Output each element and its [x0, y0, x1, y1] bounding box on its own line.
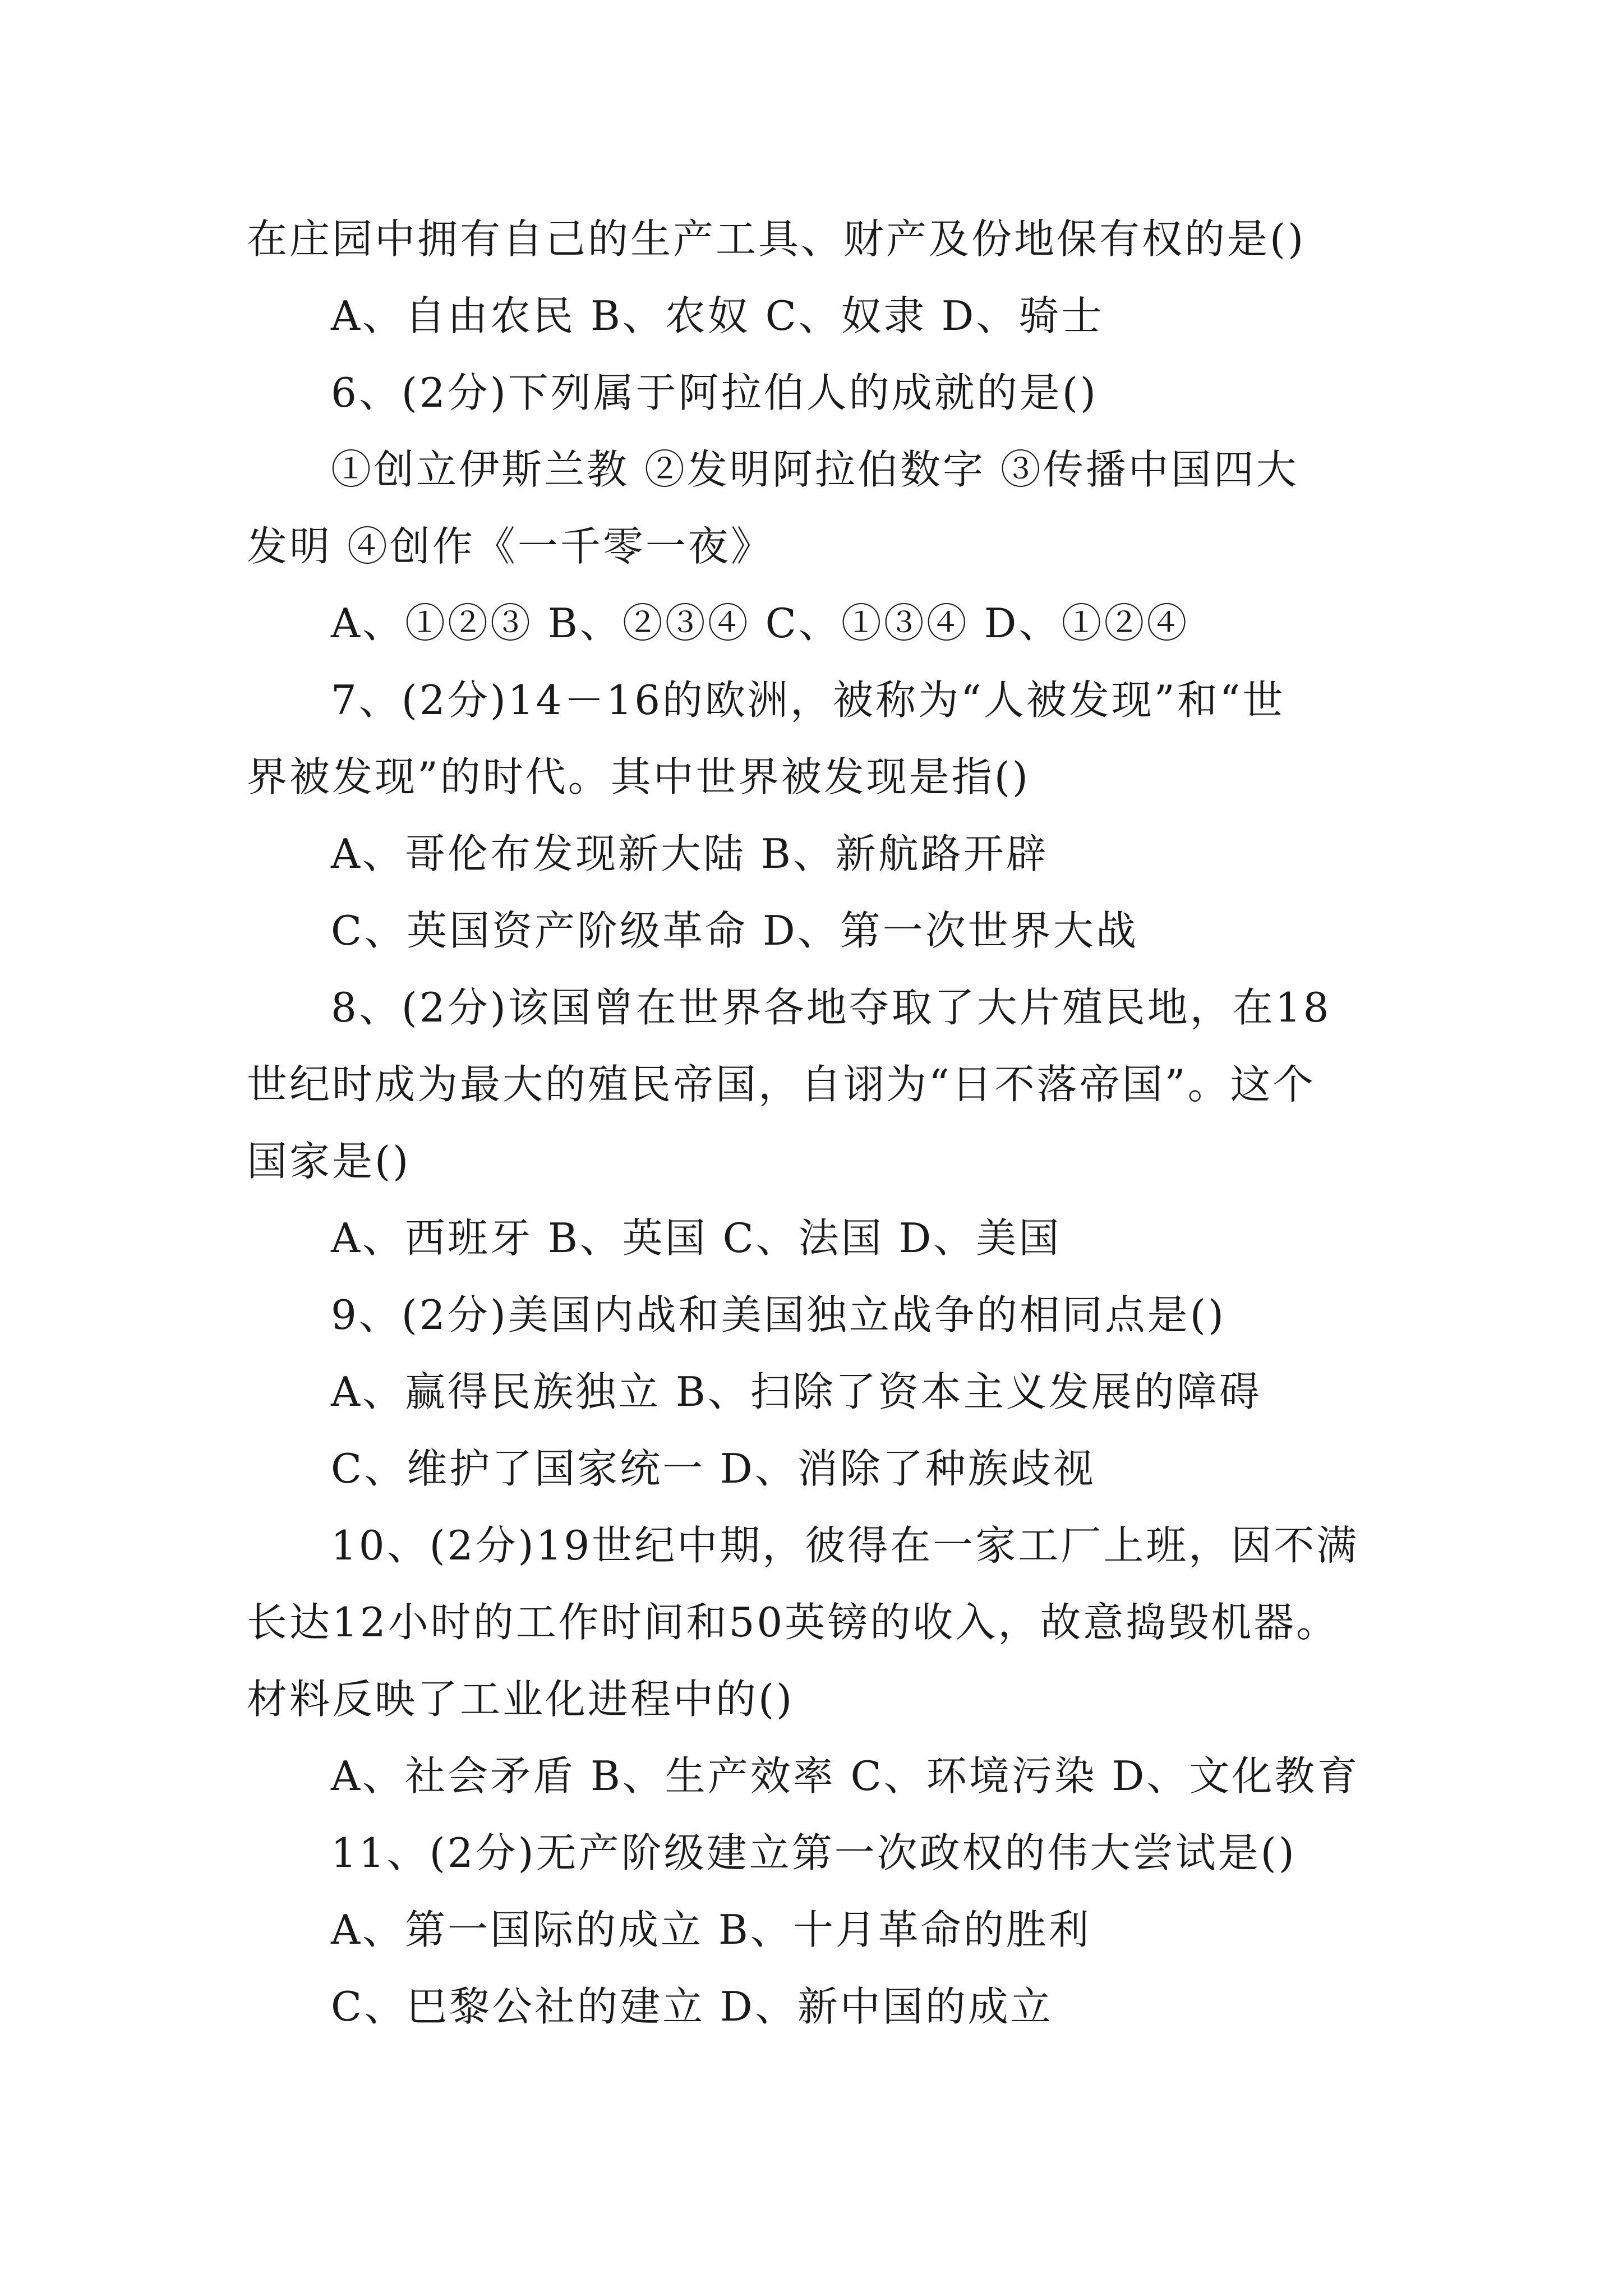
- document-body: [247, 201, 1402, 2045]
- answer-options: C、英国资产阶级革命 D、第一次世界大战: [331, 907, 1138, 954]
- text-line: 在庄园中拥有自己的生产工具、财产及份地保有权的是(): [247, 215, 1306, 263]
- question-8-cont: 国家是(): [247, 1138, 411, 1185]
- answer-options: A、西班牙 B、英国 C、法国 D、美国: [331, 1214, 1062, 1262]
- answer-options: A、社会矛盾 B、生产效率 C、环境污染 D、文化教育: [331, 1752, 1360, 1800]
- question-7-cont: 界被发现”的时代。其中世界被发现是指(): [247, 753, 1030, 800]
- answer-options: C、巴黎公社的建立 D、新中国的成立: [331, 1983, 1053, 2030]
- question-6-statements-cont: 发明 ④创作《一千零一夜》: [247, 523, 773, 570]
- question-11: 11、(2分)无产阶级建立第一次政权的伟大尝试是(): [331, 1829, 1297, 1876]
- question-10: 10、(2分)19世纪中期，彼得在一家工厂上班，因不满: [331, 1522, 1359, 1569]
- answer-options: A、哥伦布发现新大陆 B、新航路开辟: [331, 830, 1049, 877]
- question-10-cont: 长达12小时的工作时间和50英镑的收入，故意捣毁机器。: [247, 1599, 1339, 1646]
- question-9: 9、(2分)美国内战和美国独立战争的相同点是(): [331, 1291, 1226, 1338]
- question-6: 6、(2分)下列属于阿拉伯人的成就的是(): [331, 369, 1098, 416]
- answer-options: A、第一国际的成立 B、十月革命的胜利: [331, 1906, 1091, 1953]
- answer-options: A、赢得民族独立 B、扫除了资本主义发展的障碍: [331, 1368, 1262, 1415]
- question-7: 7、(2分)14－16的欧洲，被称为“人被发现”和“世: [331, 677, 1285, 724]
- question-8-cont: 世纪时成为最大的殖民帝国，自诩为“日不落帝国”。这个: [247, 1061, 1316, 1108]
- question-10-cont: 材料反映了工业化进程中的(): [247, 1676, 795, 1723]
- answer-options: A、自由农民 B、农奴 C、奴隶 D、骑士: [331, 292, 1104, 339]
- answer-options: A、①②③ B、②③④ C、①③④ D、①②④: [331, 600, 1189, 647]
- question-8: 8、(2分)该国曾在世界各地夺取了大片殖民地，在18: [331, 984, 1331, 1031]
- answer-options: C、维护了国家统一 D、消除了种族歧视: [331, 1445, 1096, 1492]
- question-6-statements: ①创立伊斯兰教 ②发明阿拉伯数字 ③传播中国四大: [331, 446, 1299, 493]
